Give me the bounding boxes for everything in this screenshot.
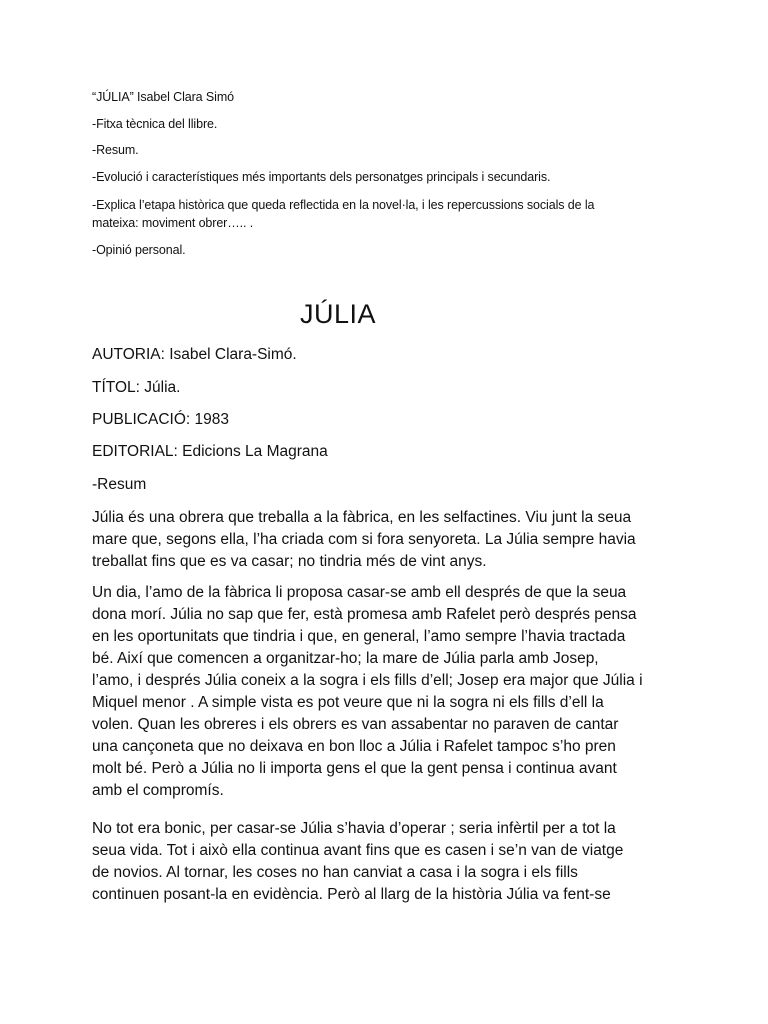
section-heading-resum: -Resum (92, 476, 147, 493)
summary-paragraph-2 (92, 582, 682, 802)
paragraph-line: bé. Així que comencen a organitzar-ho; la mare de Júlia parla amb Josep, (92, 650, 599, 667)
assignment-item-resum: -Resum. (92, 143, 139, 157)
field-titol: TÍTOL: Júlia. (92, 379, 181, 396)
paragraph-line: molt bé. Però a Júlia no li importa gens el que la gent pensa i continua avant (92, 760, 617, 777)
assignment-title-line: “JÚLIA” Isabel Clara Simó (92, 90, 234, 104)
assignment-item-opinio: -Opinió personal. (92, 243, 186, 257)
field-editorial: EDITORIAL: Edicions La Magrana (92, 443, 328, 460)
paragraph-line: Un dia, l’amo de la fàbrica li proposa casar-se amb ell després de que la seua (92, 584, 627, 601)
paragraph-line: l’amo, i després Júlia coneix a la sogra i els fills d’ell; Josep era major que Júlia i (92, 672, 643, 689)
summary-paragraph-3 (92, 818, 682, 906)
document-title: JÚLIA (300, 299, 377, 329)
summary-paragraph-1 (92, 507, 682, 573)
paragraph-line: en les oportunitats que tindria i que, en general, l’amo sempre l’havia tractada (92, 628, 626, 645)
paragraph-line: una cançoneta que no deixava en bon lloc a Júlia i Rafelet tampoc s’ho pren (92, 738, 616, 755)
paragraph-line: Miquel menor . A simple vista es pot veure que ni la sogra ni els fills d’ell la (92, 694, 604, 711)
paragraph-line: amb el compromís. (92, 782, 224, 799)
paragraph-line: continuen posant-la en evidència. Però al llarg de la història Júlia va fent-se (92, 886, 611, 903)
field-publicacio: PUBLICACIÓ: 1983 (92, 411, 229, 428)
paragraph-line: Júlia és una obrera que treballa a la fàbrica, en les selfactines. Viu junt la seua (92, 509, 632, 526)
paragraph-line: mare que, segons ella, l’ha criada com si fora senyoreta. La Júlia sempre havia (92, 531, 636, 548)
assignment-item-etapa-line-1: -Explica l’etapa històrica que queda reflectida en la novel·la, i les repercussions socials de la (92, 198, 595, 212)
paragraph-line: seua vida. Tot i això ella continua avant fins que es casen i se’n van de viatge (92, 842, 624, 859)
assignment-item-fitxa: -Fitxa tècnica del llibre. (92, 117, 218, 131)
paragraph-line: de novios. Al tornar, les coses no han canviat a casa i la sogra i els fills (92, 864, 578, 881)
paragraph-line: dona morí. Júlia no sap que fer, està promesa amb Rafelet però després pensa (92, 606, 637, 623)
assignment-item-etapa-line-2: mateixa: moviment obrer….. . (92, 216, 254, 230)
paragraph-line: No tot era bonic, per casar-se Júlia s’havia d’operar ; seria infèrtil per a tot la (92, 820, 616, 837)
assignment-item-personatges: -Evolució i característiques més importants dels personatges principals i secundaris. (92, 170, 551, 184)
field-autoria: AUTORIA: Isabel Clara-Simó. (92, 346, 297, 363)
paragraph-line: volen. Quan les obreres i els obrers es van assabentar no paraven de cantar (92, 716, 619, 733)
paragraph-line: treballat fins que es va casar; no tindria més de vint anys. (92, 553, 487, 570)
